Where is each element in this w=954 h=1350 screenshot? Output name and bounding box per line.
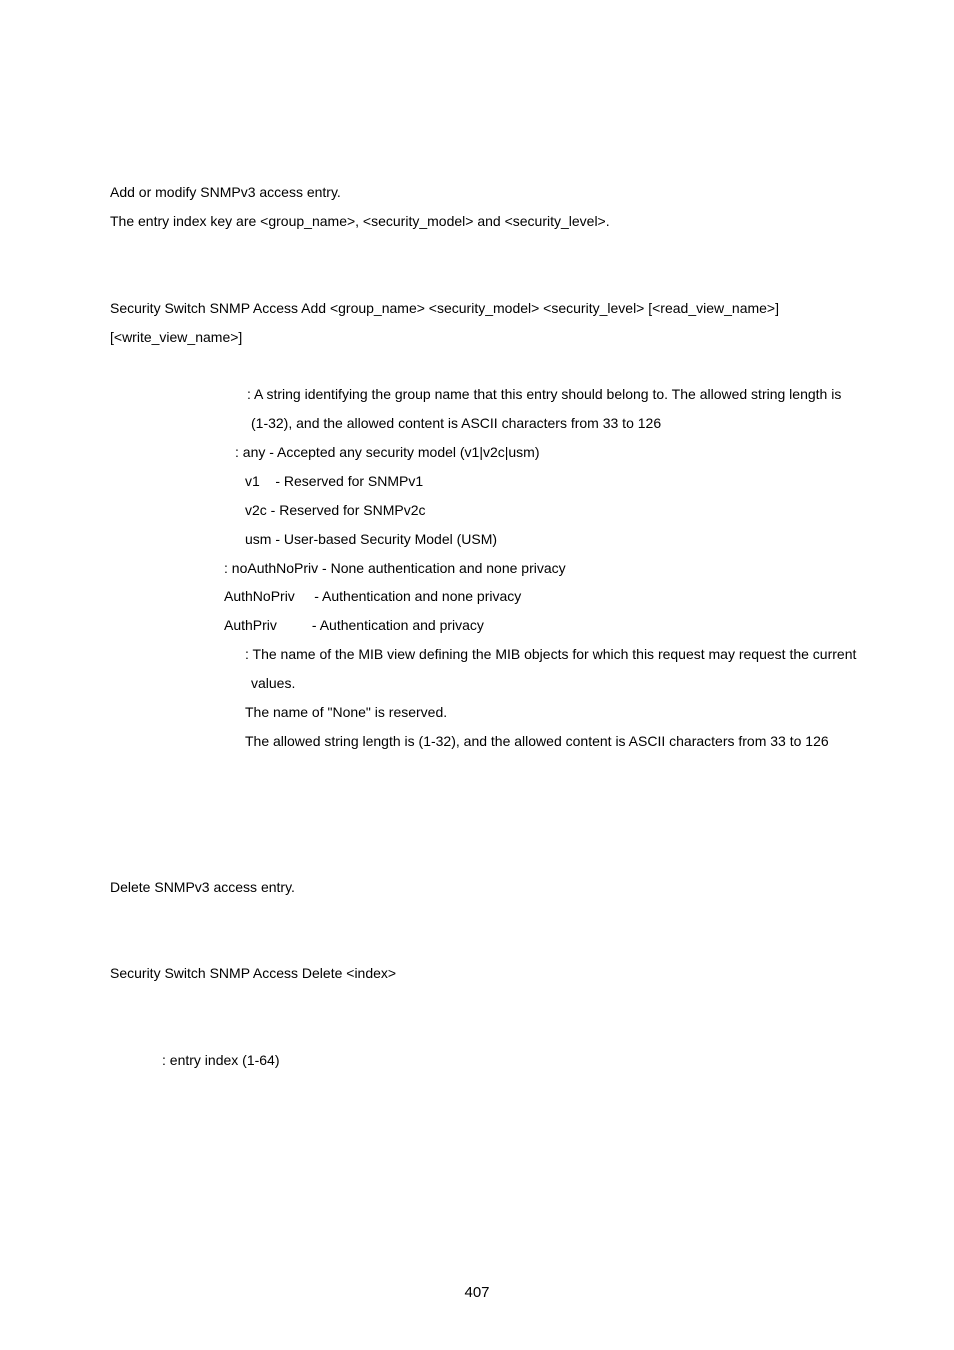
param-index: : entry index (1-64): [162, 1052, 280, 1068]
param-security-model-line-3: v2c - Reserved for SNMPv2c: [245, 502, 426, 518]
add-syntax-line-1: Security Switch SNMP Access Add <group_name> <security_model> <security_level> [<read_view_name>]: [110, 300, 779, 316]
param-read-view-line-2: values.: [251, 675, 296, 691]
param-group-name-line-1: : A string identifying the group name that this entry should belong to. The allowed string length is: [247, 386, 842, 402]
delete-description: Delete SNMPv3 access entry.: [110, 879, 295, 895]
param-security-level-line-3: AuthPriv - Authentication and privacy: [224, 617, 484, 633]
param-read-view-line-4: The allowed string length is (1-32), and the allowed content is ASCII characters from 33 to 126: [245, 733, 829, 749]
delete-syntax: Security Switch SNMP Access Delete <index>: [110, 965, 397, 981]
param-security-level-line-1: : noAuthNoPriv - None authentication and none privacy: [224, 560, 566, 576]
add-description-line-2: The entry index key are <group_name>, <security_model> and <security_level>.: [110, 213, 610, 229]
add-syntax-line-2: [<write_view_name>]: [110, 329, 243, 345]
param-security-model-line-1: : any - Accepted any security model (v1|v2c|usm): [235, 444, 540, 460]
param-group-name-line-2: (1-32), and the allowed content is ASCII characters from 33 to 126: [251, 415, 662, 431]
param-security-model-line-2: v1 - Reserved for SNMPv1: [245, 473, 424, 489]
param-read-view-line-1: : The name of the MIB view defining the MIB objects for which this request may request the current: [245, 646, 857, 662]
param-security-level-line-2: AuthNoPriv - Authentication and none privacy: [224, 588, 522, 604]
param-read-view-line-3: The name of "None" is reserved.: [245, 704, 448, 720]
param-security-model-line-4: usm - User-based Security Model (USM): [245, 531, 498, 547]
add-description-line-1: Add or modify SNMPv3 access entry.: [110, 184, 341, 200]
page-number: 407: [464, 1284, 490, 1301]
